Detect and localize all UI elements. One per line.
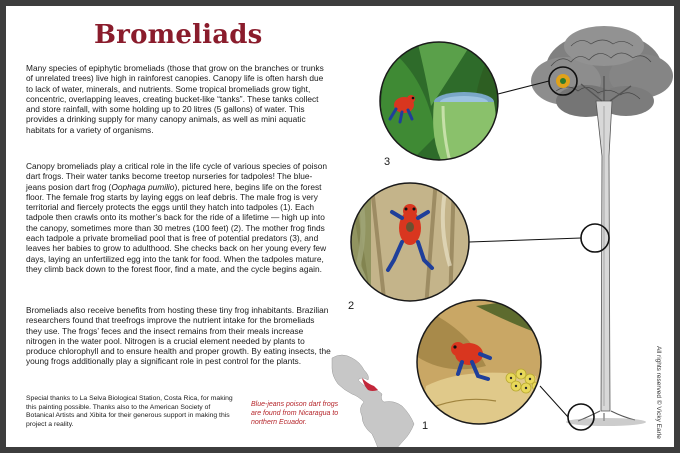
panel-number-1: 1 (422, 420, 429, 432)
copyright-credit: All rights reserved © Vicky Earle (655, 346, 662, 439)
paragraph-life-cycle (26, 161, 331, 274)
paragraph-benefits: Bromeliads also receive benefits from hosting these tiny frog inhabitants. Brazilian researchers found that treefrogs improve the nutrient intake for the bromeliads they use. The frogs’ feces and the insect remains from their meals increase nitrogen in the water pool. Nitrogen is a crucial element needed by plants to produce chlorophyll and to ensure health and proper growth. By eating insects, the young frogs additionally play a significant role in pest control for the plants. (26, 305, 331, 367)
panel-1-illustration (411, 296, 551, 436)
species-name: Oophaga pumilio (111, 181, 175, 192)
paragraph-life-cycle-part-b: ), pictured here, begins life on the forest floor. The female frog starts by laying eggs on leaf debris. The male frog is very territorial and fiercely protects the eggs until they hatch into tadpoles (1). Each tadpole then crawls onto its mother’s back for the ride of a lifetime — high up into the canopy, sometimes more than 30 metres (100 feet) (2). The mother frog finds each tadpole a private bromeliad pool that is free of potential predators (3), and leaves her babies to grow to adulthood. She checks back on her young every few days, laying an unfertilized egg into the tank for food. When the tadpoles mature, they climb back down to the forest floor, find a mate, and the cycle begins again. (26, 181, 327, 274)
page-title: Bromeliads (94, 20, 263, 50)
paragraph-tank-intro: Many species of epiphytic bromeliads (those that grow on the branches or trunks of unrelated trees) live high in rainforest canopies. Canopy life is often harsh due to lack of water, minerals, and nutrients. Some tropical bromeliads grow tight, concentric, overlapping leaves, creating bucket-like “tanks”. These tanks collect and store rainfall, with some holding up to 20 litres (5 gallons) of water. This provides a drinking supply for many canopy animals, as well as mini aquatic habitats for a variety of organisms. (26, 63, 324, 135)
panel-2-illustration (346, 176, 476, 311)
map-caption: Blue-jeans poison dart frogs are found from Nicaragua to northern Ecuador. (251, 401, 339, 426)
paragraph-life-cycle-part-a: Canopy bromeliads play a critical role in the life cycle of various species of poison dart frogs. Their water tanks become treetop nurseries for tadpoles! The blue-jeans posion dart frog ( (26, 161, 327, 192)
panel-3-illustration (376, 36, 506, 166)
acknowledgements: Special thanks to La Selva Biological Station, Costa Rica, for making this painting possible. Thanks also to the American Society of Botanical Artists and Xibita for their generous support in making this project a reality. (26, 395, 233, 429)
panel-number-2: 2 (348, 300, 355, 312)
panel-number-3: 3 (384, 156, 391, 168)
